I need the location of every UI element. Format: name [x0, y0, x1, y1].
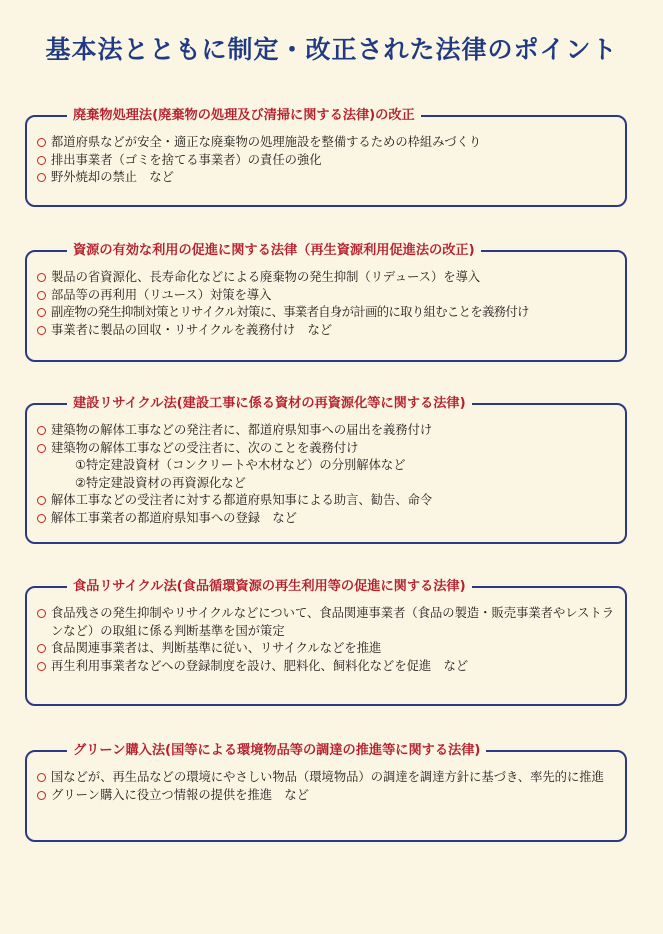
list-item: [37, 152, 617, 170]
list-item-text: 建築物の解体工事などの受注者に、次のことを義務付け: [51, 440, 359, 455]
law-section-green-purchasing: [25, 743, 627, 842]
circle-bullet-icon: [37, 791, 46, 800]
circle-bullet-icon: [37, 426, 46, 435]
law-section-waste-management: [25, 108, 627, 207]
list-item: [37, 134, 617, 152]
list-subitem: [37, 457, 617, 475]
circle-bullet-icon: [37, 662, 46, 671]
list-subitem: [37, 475, 617, 493]
circle-bullet-icon: [37, 496, 46, 505]
law-heading: 廃棄物処理法(廃棄物の処理及び清掃に関する法律)の改正: [67, 106, 421, 126]
list-item-text: 解体工事業者の都道府県知事への登録 など: [51, 510, 297, 525]
law-section-resource-utilization: [25, 243, 627, 362]
law-section-construction-recycling: [25, 396, 627, 544]
list-item: [37, 422, 617, 440]
list-item-text: 副産物の発生抑制対策とリサイクル対策に、事業者自身が計画的に取り組むことを義務付け: [51, 305, 529, 319]
list-item-text: 国などが、再生品などの環境にやさしい物品（環境物品）の調達を調達方針に基づき、率先的に推進: [51, 770, 604, 784]
list-item: [37, 787, 617, 805]
list-item: [37, 769, 617, 787]
list-item-text: 食品残さの発生抑制やリサイクルなどについて、食品関連事業者（食品の製造・販売事業者やレストランなど）の取組に係る判断基準を国が策定: [51, 606, 615, 638]
list-item: [37, 492, 617, 510]
circle-bullet-icon: [37, 609, 46, 618]
list-item: [37, 658, 617, 676]
list-item: [37, 605, 617, 640]
list-item-text: 製品の省資源化、長寿命化などによる廃棄物の発生抑制（リデュース）を導入: [51, 270, 481, 284]
list-item: [37, 640, 617, 658]
law-heading: 食品リサイクル法(食品循環資源の再生利用等の促進に関する法律): [67, 577, 472, 597]
law-section-food-recycling: [25, 579, 627, 706]
circle-bullet-icon: [37, 308, 46, 317]
list-item: [37, 287, 617, 305]
law-heading: グリーン購入法(国等による環境物品等の調達の推進等に関する法律): [67, 741, 486, 761]
law-items: [27, 117, 625, 187]
list-item: [37, 440, 617, 458]
circle-bullet-icon: [37, 444, 46, 453]
list-item-text: ②特定建設資材の再資源化など: [75, 475, 246, 490]
list-item-text: 事業者に製品の回収・リサイクルを義務付け など: [51, 322, 333, 337]
law-heading: 資源の有効な利用の促進に関する法律（再生資源利用促進法の改正): [67, 241, 481, 261]
list-item-text: 都道府県などが安全・適正な廃棄物の処理施設を整備するための枠組みづくり: [51, 135, 482, 149]
law-items: [27, 588, 625, 675]
law-items: [27, 405, 625, 527]
circle-bullet-icon: [37, 773, 46, 782]
law-heading: 建設リサイクル法(建設工事に係る資材の再資源化等に関する法律): [67, 394, 472, 414]
list-item: [37, 510, 617, 528]
circle-bullet-icon: [37, 138, 46, 147]
circle-bullet-icon: [37, 156, 46, 165]
list-item-text: 野外焼却の禁止 など: [51, 170, 174, 184]
list-item-text: 食品関連事業者は、判断基準に従い、リサイクルなどを推進: [51, 641, 382, 655]
list-item: [37, 304, 617, 322]
list-item-text: 解体工事などの受注者に対する都道府県知事による助言、勧告、命令: [51, 493, 433, 507]
circle-bullet-icon: [37, 644, 46, 653]
list-item: [37, 322, 617, 340]
circle-bullet-icon: [37, 514, 46, 523]
list-item: [37, 269, 617, 287]
list-item: [37, 169, 617, 187]
list-item-text: 建築物の解体工事などの発注者に、都道府県知事への届出を義務付け: [51, 423, 433, 437]
circle-bullet-icon: [37, 273, 46, 282]
list-item-text: 部品等の再利用（リユース）対策を導入: [51, 287, 272, 302]
list-item-text: 排出事業者（ゴミを捨てる事業者）の責任の強化: [51, 152, 322, 167]
law-items: [27, 252, 625, 339]
page-title: 基本法とともに制定・改正された法律のポイント: [45, 35, 618, 64]
circle-bullet-icon: [37, 291, 46, 300]
list-item-text: 再生利用事業者などへの登録制度を設け、肥料化、飼料化などを促進 など: [51, 658, 469, 673]
circle-bullet-icon: [37, 173, 46, 182]
list-item-text: ①特定建設資材（コンクリートや木材など）の分別解体など: [75, 458, 406, 472]
circle-bullet-icon: [37, 326, 46, 335]
list-item-text: グリーン購入に役立つ情報の提供を推進 など: [51, 787, 309, 802]
